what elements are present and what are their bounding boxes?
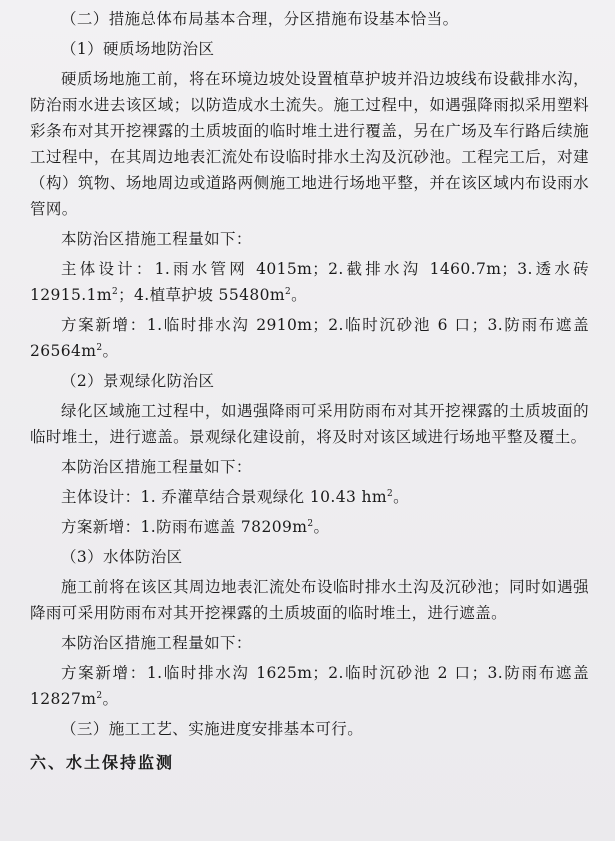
new-measures-hard-site [30, 312, 589, 364]
text-run: 主体设计：1.雨水管网 4015m；2.截排水沟 1460.7m；3.透水砖 12915.1m [30, 260, 589, 304]
quantity-title-water-body: 本防治区措施工程量如下： [61, 634, 252, 652]
chapter-heading-monitoring: 六、水土保持监测 [30, 753, 175, 772]
main-design-hard-site [30, 256, 589, 308]
superscript: 2 [96, 690, 103, 701]
text-run: 。 [102, 342, 119, 360]
main-design-landscape [30, 484, 589, 510]
subsection-heading-landscape: （2）景观绿化防治区 [61, 372, 215, 390]
superscript: 2 [387, 488, 394, 499]
text-run: 。 [393, 488, 410, 506]
text-run: ；4.植草护坡 55480m [118, 286, 285, 304]
subsection-heading-water-body: （3）水体防治区 [61, 548, 183, 566]
paragraph-landscape: 绿化区域施工过程中，如遇强降雨可采用防雨布对其开挖裸露的土质坡面的临时堆土，进行遮盖。景观绿化建设前，将及时对该区域进行场地平整及覆土。 [30, 402, 589, 446]
new-measures-water-body [30, 660, 589, 712]
text-run: 主体设计：1. 乔灌草结合景观绿化 10.43 hm [61, 488, 388, 506]
superscript: 2 [112, 286, 119, 297]
quantity-title-hard-site: 本防治区措施工程量如下： [61, 230, 252, 248]
superscript: 2 [284, 286, 292, 297]
text-run: 。 [313, 518, 330, 536]
text-run: 方案新增：1.临时排水沟 2910m；2.临时沉砂池 6 口；3.防雨布遮盖 26564m [30, 316, 589, 360]
subsection-heading-hard-site: （1）硬质场地防治区 [61, 40, 215, 58]
section-heading-overall-layout: （二）措施总体布局基本合理，分区措施布设基本恰当。 [61, 10, 459, 28]
text-run: 。 [102, 690, 119, 708]
text-run: 方案新增：1.临时排水沟 1625m；2.临时沉砂池 2 口；3.防雨布遮盖 12827m [30, 664, 589, 708]
new-measures-landscape [30, 514, 589, 540]
text-run: 方案新增：1.防雨布遮盖 78209m [61, 518, 308, 536]
section-heading-construction-process: （三）施工工艺、实施进度安排基本可行。 [61, 720, 364, 738]
superscript: 2 [96, 342, 103, 353]
superscript: 2 [307, 518, 314, 529]
paragraph-hard-site: 硬质场地施工前，将在环境边坡处设置植草护坡并沿边坡线布设截排水沟，防治雨水进去该区域；以防造成水土流失。施工过程中，如遇强降雨拟采用塑料彩条布对其开挖裸露的土质坡面的临时堆土进行覆盖，另在广场及车行路后续施工过程中，在其周边地表汇流处布设临时排水土沟及沉砂池。工程完工后，对建（构）筑物、场地周边或道路两侧施工地进行场地平整，并在该区域内布设雨水管网。 [30, 70, 589, 218]
text-run: 。 [291, 286, 308, 304]
quantity-title-landscape: 本防治区措施工程量如下： [61, 458, 252, 476]
paragraph-water-body: 施工前将在该区其周边地表汇流处布设临时排水土沟及沉砂池；同时如遇强降雨可采用防雨布对其开挖裸露的土质坡面的临时堆土，进行遮盖。 [30, 578, 589, 622]
